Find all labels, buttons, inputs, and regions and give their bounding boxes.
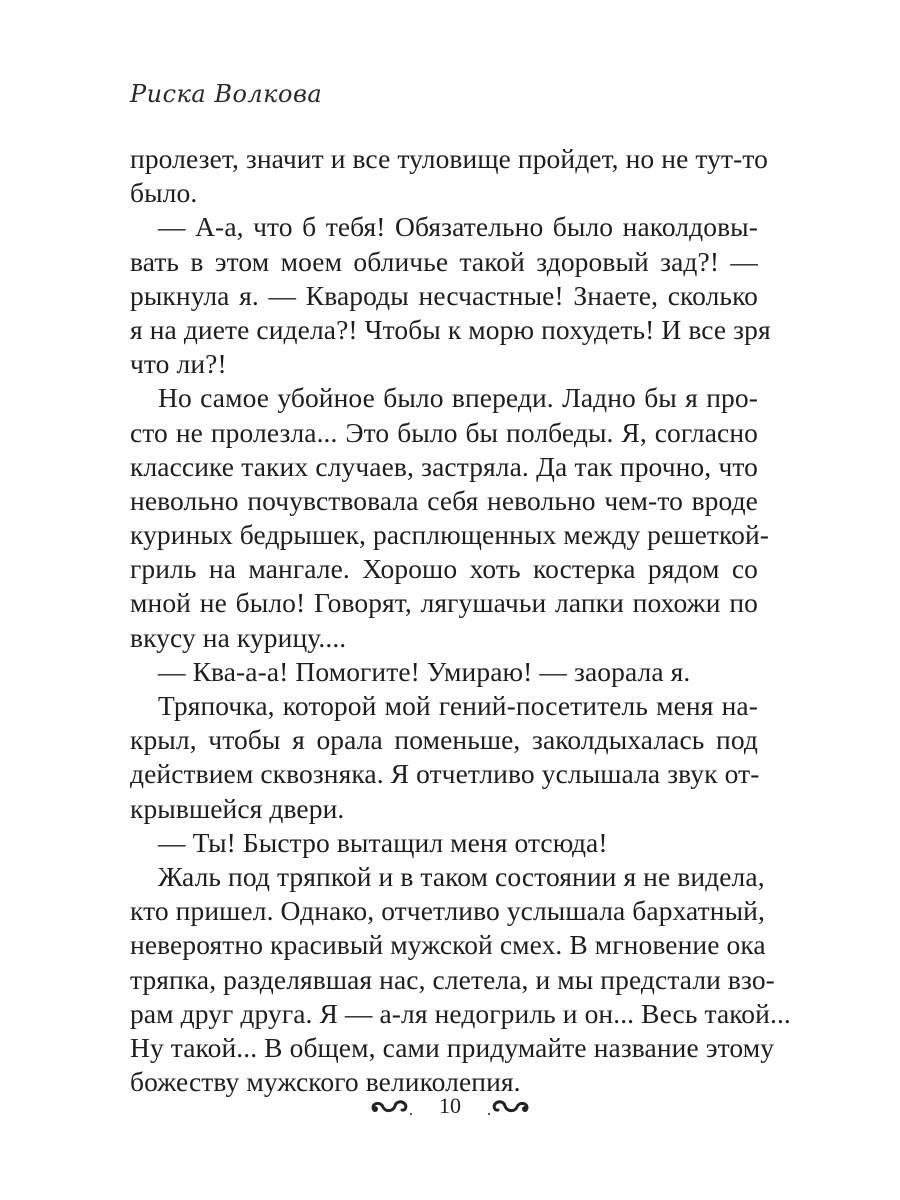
text-line: Но самое убойное было впереди. Ладно бы я про- xyxy=(158,382,758,414)
text-line: невероятно красивый мужской смех. В мгновение ока xyxy=(130,929,766,961)
text-line: гриль на мангале. Хорошо хоть костерка рядом со xyxy=(130,553,758,585)
text-line: куриных бедрышек, расплющенных между решеткой- xyxy=(130,519,770,551)
text-line: рыкнула я. — Квароды несчастные! Знаете, сколько xyxy=(130,279,758,311)
text-line: невольно почувствовала себя невольно чем-то вроде xyxy=(130,484,758,516)
text-line: божеству мужского великолепия. xyxy=(130,1066,521,1098)
text-line: тряпка, разделявшая нас, слетела, и мы предстали взо- xyxy=(130,963,775,995)
body-text xyxy=(130,142,791,1099)
text-line: кто пришел. Однако, отчетливо услышала бархатный, xyxy=(130,895,765,927)
page-number: 10 xyxy=(439,1093,461,1118)
text-line: Жаль под тряпкой и в таком состоянии я не видела, xyxy=(158,860,765,892)
scroll-ornament-right-icon xyxy=(485,1094,531,1118)
running-head-author: Риска Волкова xyxy=(130,80,323,108)
page-footer xyxy=(0,1086,900,1126)
text-line: сто не пролезла... Это было бы полбеды. Я, согласно xyxy=(130,416,758,448)
scroll-ornament-left-icon xyxy=(369,1094,415,1118)
text-line: действием сквозняка. Я отчетливо услышала звук от- xyxy=(130,758,760,790)
text-line: классике таких случаев, застряла. Да так прочно, что xyxy=(130,450,758,482)
text-line: было. xyxy=(130,177,198,209)
text-line: Ну такой... В общем, сами придумайте название этому xyxy=(130,1031,775,1063)
text-line: вать в этом моем обличье такой здоровый зад?! — xyxy=(130,245,758,277)
text-line: крывшейся двери. xyxy=(130,792,345,824)
text-line: что ли?! xyxy=(130,348,227,380)
text-line: Тряпочка, которой мой гений-посетитель меня на- xyxy=(158,690,758,721)
text-line: — Ква-а-а! Помогите! Умираю! — заорала я. xyxy=(158,655,691,687)
text-line: — А-а, что б тебя! Обязательно было наколдовы- xyxy=(158,211,758,243)
text-line: мной не было! Говорят, лягушачьи лапки похожи по xyxy=(130,587,758,619)
text-line: вкусу на курицу.... xyxy=(130,621,347,653)
text-line: — Ты! Быстро вытащил меня отсюда! xyxy=(158,826,608,858)
text-line: крыл, чтобы я орала поменьше, заколдыхалась под xyxy=(130,724,758,756)
text-line: рам друг друга. Я — а-ля недогриль и он... Весь такой... xyxy=(130,997,791,1029)
text-line: пролезет, значит и все туловище пройдет, но не тут-то xyxy=(130,143,768,174)
text-line: я на диете сидела?! Чтобы к морю похудеть! И все зря xyxy=(130,313,771,345)
